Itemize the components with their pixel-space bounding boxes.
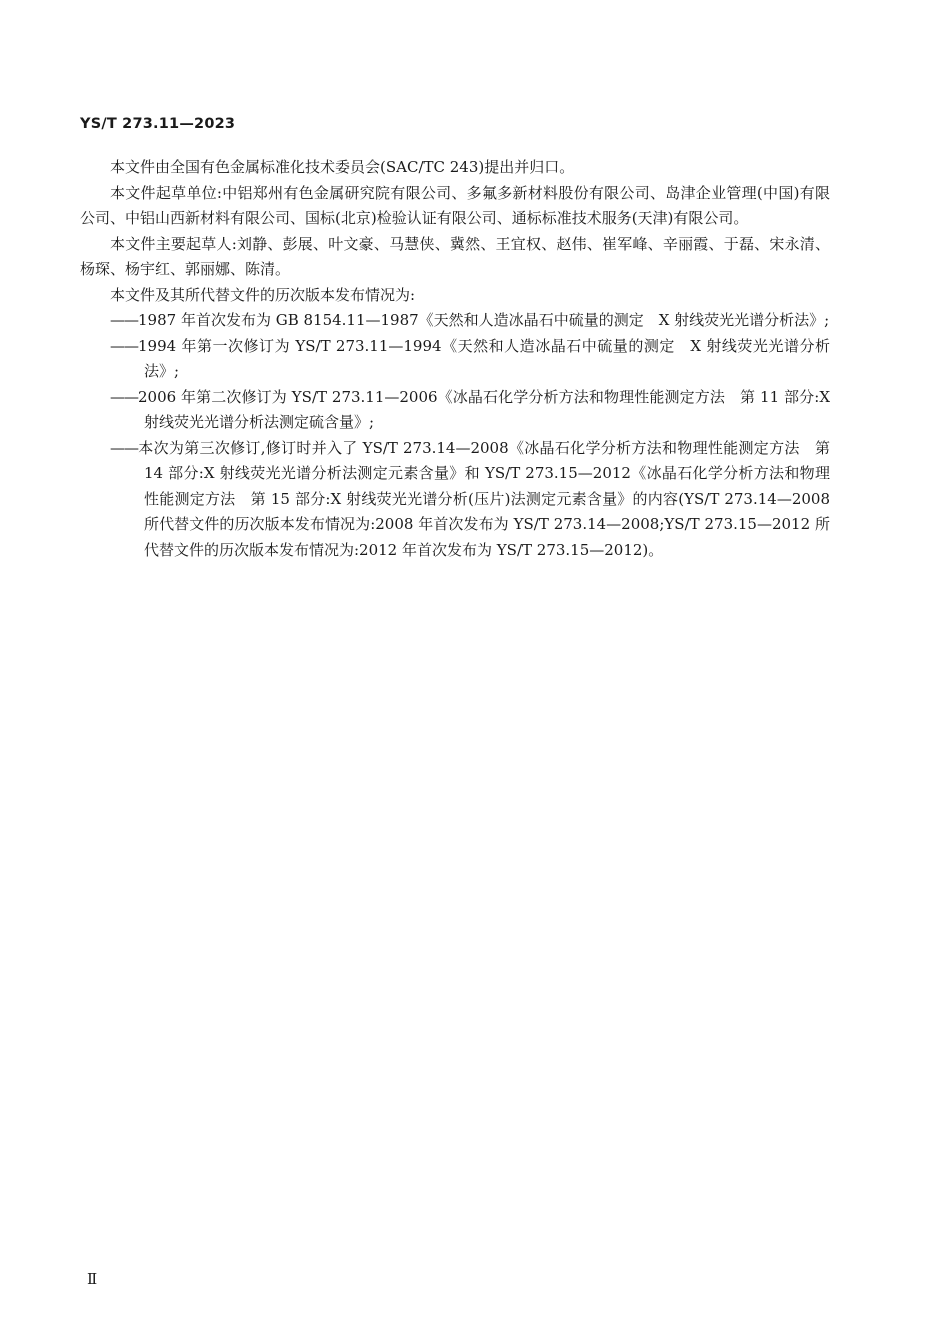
history-item-text: 1987 年首次发布为 GB 8154.11—1987《天然和人造冰晶石中硫量的测定 X 射线荧光光谱分析法》; [138,311,830,329]
history-item [80,385,830,436]
foreword-content [80,155,830,563]
drafting-units-paragraph: 本文件起草单位:中铝郑州有色金属研究院有限公司、多氟多新材料股份有限公司、岛津企业管理(中国)有限公司、中铝山西新材料有限公司、国标(北京)检验认证有限公司、通标标准技术服务(天津)有限公司。 [80,183,830,227]
page-number: Ⅱ [87,1270,98,1288]
history-intro-paragraph: 本文件及其所代替文件的历次版本发布情况为: [110,285,416,304]
history-item-text: 2006 年第二次修订为 YS/T 273.11—2006《冰晶石化学分析方法和物理性能测定方法 第 11 部分:X 射线荧光光谱分析法测定硫含量》; [138,387,830,431]
history-item-text: 1994 年第一次修订为 YS/T 273.11—1994《天然和人造冰晶石中硫量的测定 X 射线荧光光谱分析法》; [138,336,830,380]
list-dash: —— [110,438,138,457]
list-dash: —— [110,387,138,406]
history-item-text: 本次为第三次修订,修订时并入了 YS/T 273.14—2008《冰晶石化学分析方法和物理性能测定方法 第 14 部分:X 射线荧光光谱分析法测定元素含量》和 YS/T 273.15—2012《冰晶石化学分析方法和物理性能测定方法 第 15 部分:X 射线荧光光谱分析(压片)法测定元素含量》的内容(YS/T 273.14—2008 所代替文件的历次版本发布情况为:2008 年首次发布为 YS/T 273.14—2008;YS/T 273.15—2012 所代替文件的历次版本发布情况为:2012 年首次发布为 YS/T 273.15—2012)。 [138,438,830,559]
history-item [80,436,830,564]
committee-paragraph: 本文件由全国有色金属标准化技术委员会(SAC/TC 243)提出并归口。 [110,158,575,176]
history-item [80,334,830,385]
list-dash: —— [110,336,138,355]
list-dash: —— [110,311,138,329]
drafters-paragraph: 本文件主要起草人:刘静、彭展、叶文豪、马慧侠、冀然、王宜权、赵伟、崔军峰、辛丽霞、于磊、宋永清、杨琛、杨宇红、郭丽娜、陈清。 [80,234,830,278]
version-history-list [80,308,830,563]
standard-number-header: YS/T 273.11—2023 [80,116,236,132]
history-item [80,308,830,334]
